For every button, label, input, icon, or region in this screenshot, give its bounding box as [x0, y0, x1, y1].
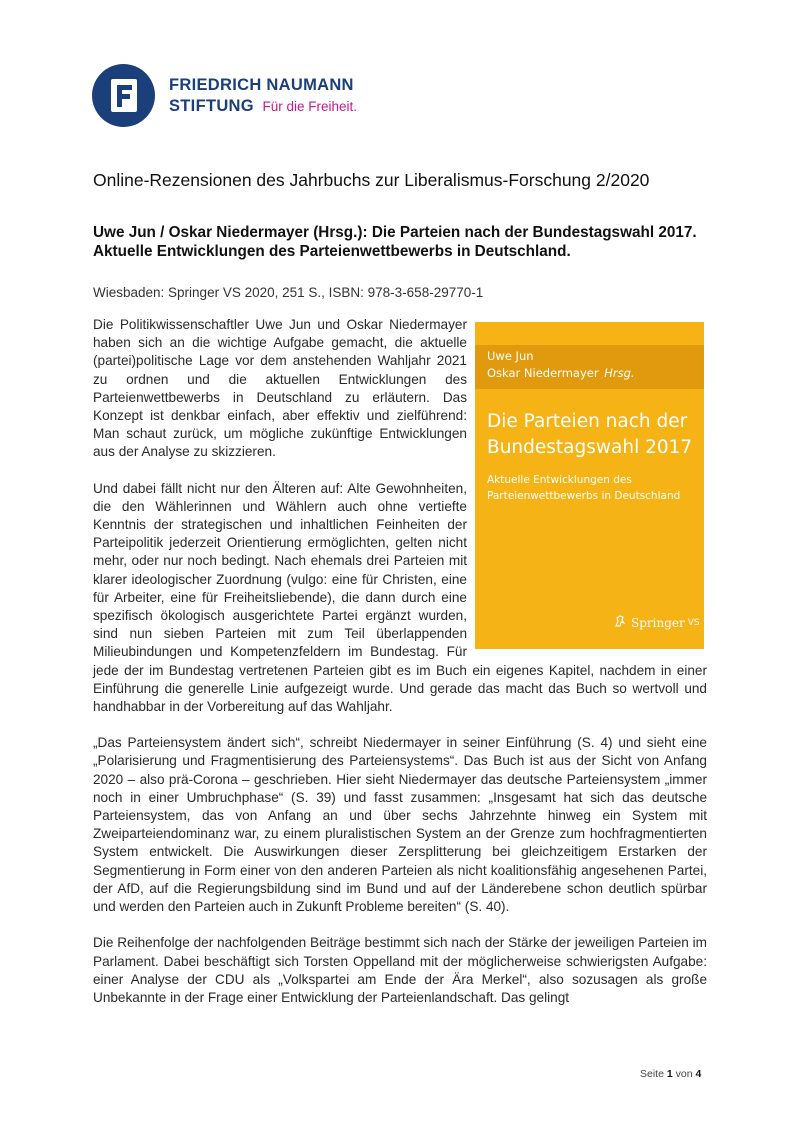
page-prefix: Seite — [640, 1068, 664, 1080]
paragraph-3: „Das Parteiensystem ändert sich“, schreibt Niedermayer in seiner Einführung (S. 4) und sieht eine „Polarisierung und Fragmentisierung des Parteiensystems“. Das Buch ist aus der Sicht von Anfang 2020 – also prä-Corona – geschrieben. Hier sieht Niedermayer das deutsche Parteiensystem „immer noch in einer Umbruchphase“ (S. 39) und fasst zusammen: „Insgesamt hat sich das deutsche Parteiensystem, das von Anfang an und über sechs Jahrzehnte hinweg ein System mit Zweiparteiendominanz war, zu einem pluralistischen System an der Grenze zum hochfragmentierten System entwickelt. Die Auswirkungen dieser Zersplitterung bei gleichzeitigem Erstarken der Segmentierung in Form einer von den anderen Parteien als nicht koalitionsfähig angesehenen Partei, der AfD, auf die Regierungsbildung sind im Bund und auf der Länderebene schon deutlich spürbar und werden den Parteien auch in Zukunft Probleme bereiten“ (S. 40). — [93, 735, 707, 915]
cover-title: Die Parteien nach der Bundestagswahl 2017 — [487, 411, 693, 458]
paragraph-4: Die Reihenfolge der nachfolgenden Beiträge bestimmt sich nach der Stärke der jeweiligen Parteien im Parlament. Dabei beschäftigt sich Torsten Oppelland mit der möglicherweise schwierigsten Aufgabe: einer Analyse der CDU als „Volkspartei am Ende der Ära Merkel“, also sozusagen als große Unbekannte in der Frage einer Entwicklung der Parteienlandschaft. Das gelingt — [93, 935, 707, 1005]
logo-wordmark — [169, 77, 357, 115]
logo-f-icon — [92, 64, 155, 127]
cover-subtitle: Aktuelle Entwicklungen des Parteienwettbewerbs in Deutschland — [487, 474, 681, 502]
page-total: 4 — [695, 1068, 702, 1080]
logo-tagline: Für die Freiheit. — [262, 99, 358, 114]
paragraph-1: Die Politikwissenschaftler Uwe Jun und Oskar Niedermayer haben sich an die wichtige Aufgabe gemacht, die aktuelle (partei)politische Lage vor dem anstehenden Wahljahr 2021 zu ordnen und die aktuellen Entwicklungen des Parteienwettbewerbs in Deutschland zu erläutern. Das Konzept ist denkbar einfach, aber effektiv und zielführend: Man schaut zurück, um mögliche zukünftige Entwicklungen aus der Analyse zu skizzieren. — [93, 317, 467, 460]
cover-author-1: Uwe Jun — [487, 349, 534, 363]
paragraph-2: Und dabei fällt nicht nur den Älteren auf: Alte Gewohnheiten, die den Wählerinnen und Wählern auch ohne vertiefte Kenntnis der strategischen und inhaltlichen Feinheiten der Parteipolitik jederzeit Orientierung ermöglichten, gelten nicht mehr, oder nur noch bedingt. Nach ehemals drei Parteien mit klarer ideologischer Zuordnung (vulgo: eine für Christen, eine für Arbeiter, eine für Freiheitsliebende), die dann durch eine spezifisch ökologisch ausgerichtete Partei ergänzt wurden, sind nun sieben Parteien mit zum Teil überlappenden Milieubindungen und Kompetenzfeldern im Bundestag. Für jede der im Bundestag vertretenen Parteien gibt es im Buch ein eigenes Kapitel, nachdem in einer Einführung die generelle Linie aufgezeigt wurde. Und gerade das macht das Buch so wertvoll und handhabbar in der Vorbereitung auf das Wahljahr. — [93, 480, 707, 715]
cover-author-2: Oskar Niedermayer — [487, 366, 599, 380]
page-number — [640, 1068, 701, 1080]
document-title: Online-Rezensionen des Jahrbuchs zur Liberalismus-Forschung 2/2020 — [93, 170, 650, 190]
book-heading: Uwe Jun / Oskar Niedermayer (Hrsg.): Die Parteien nach der Bundestagswahl 2017. Aktuelle Entwicklungen des Parteienwettbewerbs in Deutschland. — [93, 224, 697, 260]
logo-org: STIFTUNG — [169, 97, 254, 115]
publisher-name: Springer — [631, 615, 685, 630]
logo-line2 — [169, 98, 357, 115]
page-separator: von — [675, 1068, 693, 1080]
cover-spacer — [467, 316, 707, 656]
cover-hrsg: Hrsg. — [604, 366, 635, 380]
publisher-imprint: VS — [687, 617, 700, 628]
publication-info: Wiesbaden: Springer VS 2020, 251 S., ISBN: 978-3-658-29770-1 — [93, 285, 484, 300]
foundation-logo — [92, 64, 357, 127]
review-body — [93, 316, 707, 1025]
page-current: 1 — [666, 1068, 673, 1080]
logo-line1: FRIEDRICH NAUMANN — [169, 75, 354, 94]
